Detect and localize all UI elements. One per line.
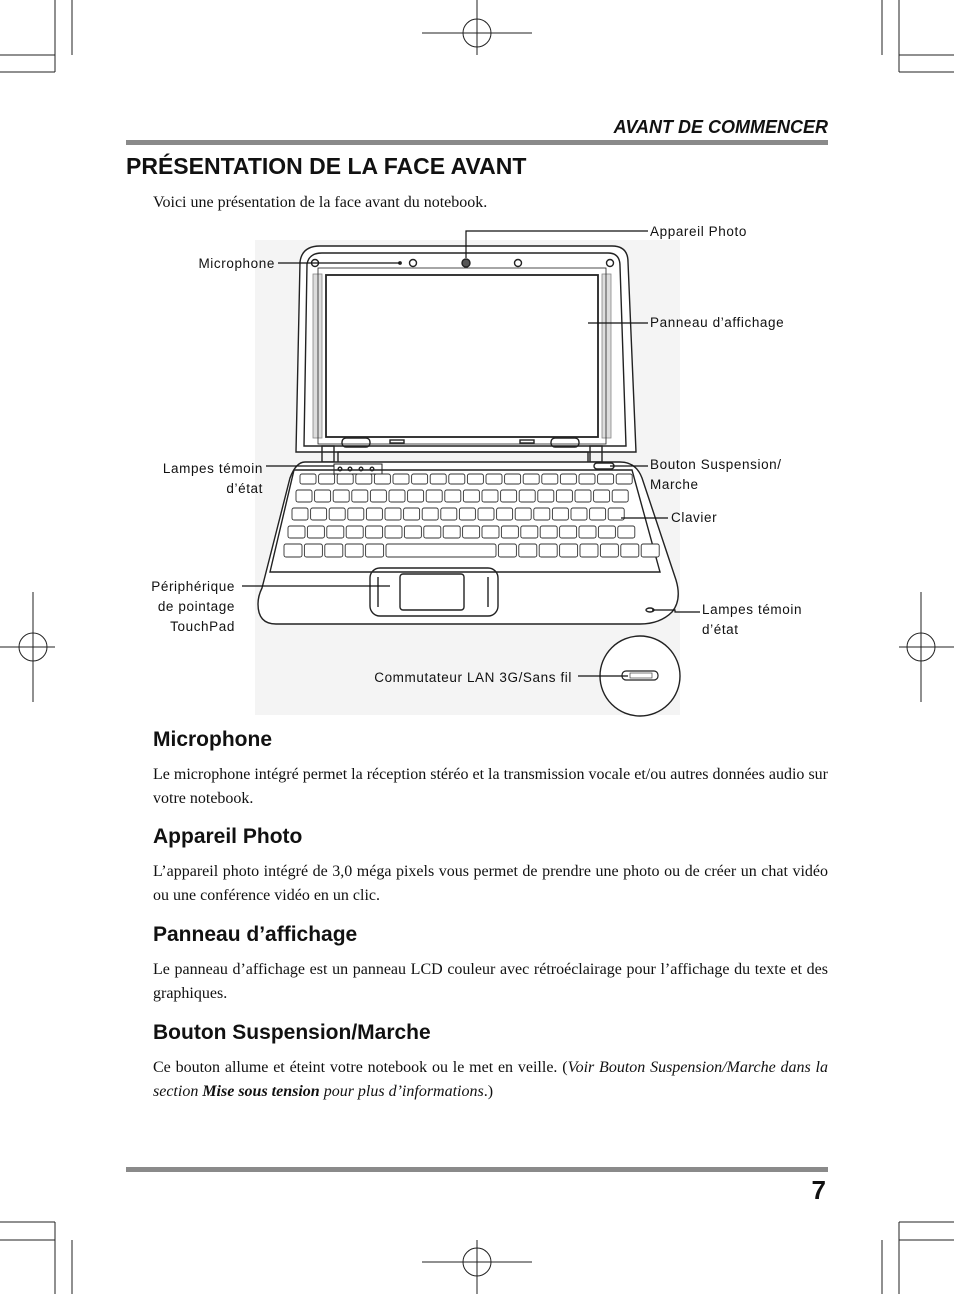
- keyboard-key: [621, 544, 639, 557]
- label-touchpad: [151, 577, 235, 637]
- keyboard-key: [600, 544, 618, 557]
- keyboard-key: [515, 508, 531, 520]
- keyboard-key: [571, 508, 587, 520]
- keyboard-key: [352, 490, 368, 502]
- keyboard-key: [519, 544, 537, 557]
- keyboard-key: [366, 508, 382, 520]
- keyboard-key: [333, 490, 349, 502]
- keyboard-key: [618, 526, 635, 538]
- keyboard-key: [482, 526, 499, 538]
- keyboard-key: [404, 508, 420, 520]
- body-text: Ce bouton allume et éteint votre notebook ou le met en veille. (: [153, 1059, 568, 1076]
- keyboard-key: [560, 474, 576, 484]
- section-heading: Panneau d’affichage: [153, 923, 358, 946]
- keyboard-key: [366, 526, 383, 538]
- keyboard-key: [612, 490, 628, 502]
- keyboard-key: [560, 526, 577, 538]
- section-heading: Bouton Suspension/Marche: [153, 1021, 431, 1044]
- keyboard-key: [580, 544, 598, 557]
- label-line: d’état: [226, 481, 263, 496]
- keyboard-key: [386, 544, 496, 557]
- keyboard-key: [501, 490, 517, 502]
- keyboard-key: [348, 508, 364, 520]
- keyboard-key: [408, 490, 424, 502]
- keyboard-key: [327, 526, 344, 538]
- keyboard-key: [319, 474, 335, 484]
- keyboard-key: [449, 474, 465, 484]
- keyboard-key: [346, 526, 363, 538]
- keyboard-key: [304, 544, 322, 557]
- section-body: Le panneau d’affichage est un panneau LCD couleur avec rétroéclairage pour l’affichage du texte et des graphiques.: [153, 961, 828, 1002]
- base-outline: [258, 462, 678, 624]
- intro-text: Voici une présentation de la face avant du notebook.: [153, 194, 488, 211]
- cross-reference-section: Mise sous tension: [202, 1082, 320, 1100]
- keyboard-key: [501, 526, 518, 538]
- keyboard-key: [590, 508, 606, 520]
- keyboard-key: [560, 544, 578, 557]
- keyboard-key: [404, 526, 421, 538]
- label-status-lamps-left: [163, 459, 263, 499]
- keyboard-key: [486, 474, 502, 484]
- body-text: .): [483, 1082, 494, 1100]
- keyboard-key: [616, 474, 632, 484]
- keyboard-key: [552, 508, 568, 520]
- label-line: Lampes témoin: [162, 461, 263, 476]
- keyboard-key: [498, 544, 516, 557]
- keyboard-key: [370, 490, 386, 502]
- keyboard-key: [478, 508, 494, 520]
- keyboard-key: [385, 526, 402, 538]
- section-heading: Appareil Photo: [153, 825, 303, 848]
- label-line: d’état: [702, 622, 739, 637]
- label-camera: Appareil Photo: [650, 224, 747, 239]
- keyboard-key: [598, 526, 615, 538]
- keyboard-key: [594, 490, 610, 502]
- label-line: Bouton Suspension/: [650, 457, 782, 472]
- section-body: Le microphone intégré permet la réception stéréo et la transmission vocale et/ou autres données audio sur votre notebook.: [153, 766, 828, 807]
- keyboard-key: [307, 526, 324, 538]
- keyboard-key: [505, 474, 521, 484]
- page-number: 7: [811, 1175, 826, 1205]
- section-body: [153, 1056, 828, 1103]
- keyboard-key: [579, 474, 595, 484]
- keyboard-key: [315, 490, 331, 502]
- keyboard-key: [459, 508, 475, 520]
- page-title: PRÉSENTATION DE LA FACE AVANT: [126, 153, 527, 179]
- keyboard-key: [579, 526, 596, 538]
- label-line: TouchPad: [170, 619, 235, 634]
- keyboard-key: [575, 490, 591, 502]
- label-wireless-switch: Commutateur LAN 3G/Sans fil: [374, 670, 572, 685]
- screen: [326, 275, 598, 437]
- webcam: [462, 259, 470, 267]
- running-header: AVANT DE COMMENCER: [613, 117, 828, 137]
- keyboard-key: [337, 474, 353, 484]
- keyboard-key: [534, 508, 550, 520]
- keyboard-key: [467, 474, 483, 484]
- keyboard-key: [385, 508, 401, 520]
- keyboard-key: [325, 544, 343, 557]
- keyboard-key: [598, 474, 614, 484]
- keyboard-key: [641, 544, 659, 557]
- label-keyboard: Clavier: [671, 510, 718, 525]
- keyboard-key: [426, 490, 442, 502]
- label-display: Panneau d’affichage: [650, 315, 785, 330]
- keyboard-key: [393, 474, 409, 484]
- label-line: Lampes témoin: [702, 602, 803, 617]
- keyboard-key: [430, 474, 446, 484]
- footer-rule: [126, 1167, 828, 1172]
- keyboard-key: [445, 490, 461, 502]
- cross-reference: pour plus d’informations: [319, 1082, 484, 1100]
- keyboard-key: [441, 508, 457, 520]
- keyboard-key: [292, 508, 308, 520]
- keyboard-key: [329, 508, 345, 520]
- section-body: L’appareil photo intégré de 3,0 méga pixels vous permet de prendre une photo ou de créer un chat vidéo ou une conférence vidéo en un clic.: [153, 863, 828, 904]
- keyboard-key: [521, 526, 538, 538]
- label-microphone: Microphone: [198, 256, 275, 271]
- keyboard-key: [412, 474, 428, 484]
- keyboard-key: [422, 508, 438, 520]
- keyboard-key: [519, 490, 535, 502]
- keyboard-key: [345, 544, 363, 557]
- keyboard-key: [443, 526, 460, 538]
- keyboard-key: [356, 474, 372, 484]
- keyboard-key: [539, 544, 557, 557]
- keyboard-key: [542, 474, 558, 484]
- keyboard-key: [497, 508, 513, 520]
- keyboard-key: [463, 490, 479, 502]
- keyboard-key: [311, 508, 327, 520]
- keyboard-key: [556, 490, 572, 502]
- keyboard-key: [463, 526, 480, 538]
- keyboard-key: [300, 474, 316, 484]
- keyboard-key: [538, 490, 554, 502]
- keyboard-key: [482, 490, 498, 502]
- keyboard-key: [523, 474, 539, 484]
- label-power-button: [650, 455, 782, 495]
- keyboard-key: [366, 544, 384, 557]
- keyboard-key: [288, 526, 305, 538]
- keyboard-key: [389, 490, 405, 502]
- keyboard-key: [424, 526, 441, 538]
- keyboard-key: [374, 474, 390, 484]
- label-status-lamps-right: [702, 600, 802, 640]
- keyboard-key: [540, 526, 557, 538]
- label-line: de pointage: [157, 599, 235, 614]
- label-line: Marche: [650, 477, 699, 492]
- keyboard-key: [284, 544, 302, 557]
- section-heading: Microphone: [153, 728, 272, 751]
- keyboard-key: [296, 490, 312, 502]
- cross-reference: Voir Bouton Suspension/Marche dans la section: [153, 1059, 828, 1100]
- label-line: Périphérique: [151, 579, 235, 594]
